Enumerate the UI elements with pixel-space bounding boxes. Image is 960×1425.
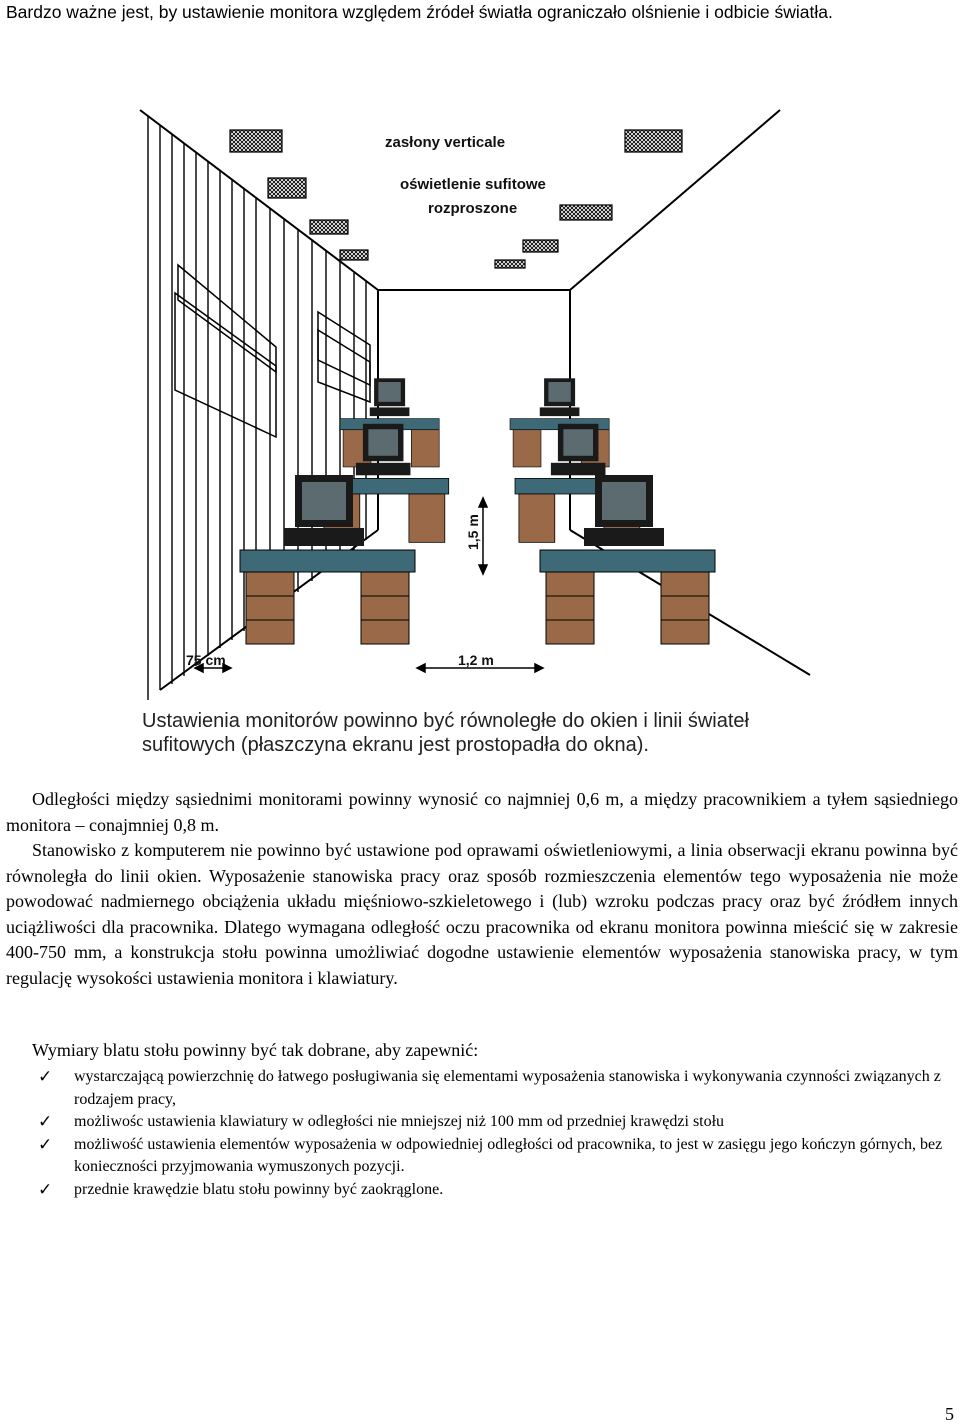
check-icon: ✓	[38, 1067, 53, 1087]
blinds-label: zasłony verticale	[385, 134, 506, 151]
list-item	[38, 1066, 958, 1111]
list-item	[38, 1179, 958, 1202]
mid-width-label: 1,2 m	[458, 652, 494, 668]
desk-row	[240, 378, 715, 644]
figure-caption-line2: sufitowych (płaszczyna ekranu jest prostopadła do okna).	[142, 734, 649, 756]
list-item	[38, 1111, 958, 1134]
lighting-label-line1: oświetlenie sufitowe	[400, 176, 546, 193]
list-item	[38, 1134, 958, 1179]
list-item-text: wystarczającą powierzchnię do łatwego posługiwania się elementami wyposażenia stanowiska i wykonywania czynności związanych z rodzajem pracy,	[74, 1068, 941, 1108]
windows	[175, 265, 370, 437]
spacing-paragraph: Odległości między sąsiednimi monitorami powinny wynosić co najmniej 0,6 m, a między pracownikiem a tyłem sąsiedniego monitora – conajmniej 0,8 m.	[6, 789, 958, 835]
height-label: 1,5 m	[465, 514, 481, 550]
office-layout-illustration	[100, 100, 820, 760]
workstation-paragraph: Stanowisko z komputerem nie powinno być ustawione pod oprawami oświetleniowymi, a linia obserwacji ekranu powinna być równoległa do linii okien. Wyposażenie stanowiska pracy oraz sposób rozmieszczenia elementów tego wyposażenia nie może powodować nadmiernego obciążenia układu mięśniowo-szkieletowego i (lub) wzroku podczas pracy oraz być źródłem innych uciążliwości dla pracownika. Dlatego wymagana odległość oczu pracownika od ekranu monitora powinna mieścić się w zakresie 400-750 mm, a konstrukcja stołu powinna umożliwiać dogodne ustawienie elementów wyposażenia stanowiska pracy, w tym regulację wysokości ustawienia monitora i klawiatury.	[6, 840, 958, 988]
check-icon: ✓	[38, 1112, 53, 1132]
intro-sentence: Bardzo ważne jest, by ustawienie monitora względem źródeł światła ograniczało olśnienie i odbicie światła.	[6, 2, 833, 22]
list-item-text: możliwość ustawienia elementów wyposażenia w odpowiedniej odległości od pracownika, to jest w zasięgu jego kończyn górnych, bez konieczności przyjmowania wymuszonych pozycji.	[74, 1135, 943, 1175]
list-item-text: przednie krawędzie blatu stołu powinny być zaokrąglone.	[74, 1180, 444, 1198]
check-icon: ✓	[38, 1134, 53, 1155]
list-item-text: możliwośc ustawienia klawiatury w odległości nie mniejszej niż 100 mm od przedniej krawędzi stołu	[74, 1113, 725, 1130]
page-number: 5	[945, 1404, 954, 1424]
requirements-list	[38, 1066, 958, 1201]
list-intro: Wymiary blatu stołu powinny być tak dobrane, aby zapewnić:	[32, 1040, 479, 1060]
check-icon: ✓	[38, 1179, 53, 1200]
left-width-label: 75 cm	[186, 652, 226, 668]
lighting-label-line2: rozproszone	[428, 200, 518, 217]
office-layout-svg	[100, 100, 820, 760]
figure-caption-line1: Ustawienia monitorów powinno być równoległe do okien i linii świateł	[142, 710, 749, 732]
